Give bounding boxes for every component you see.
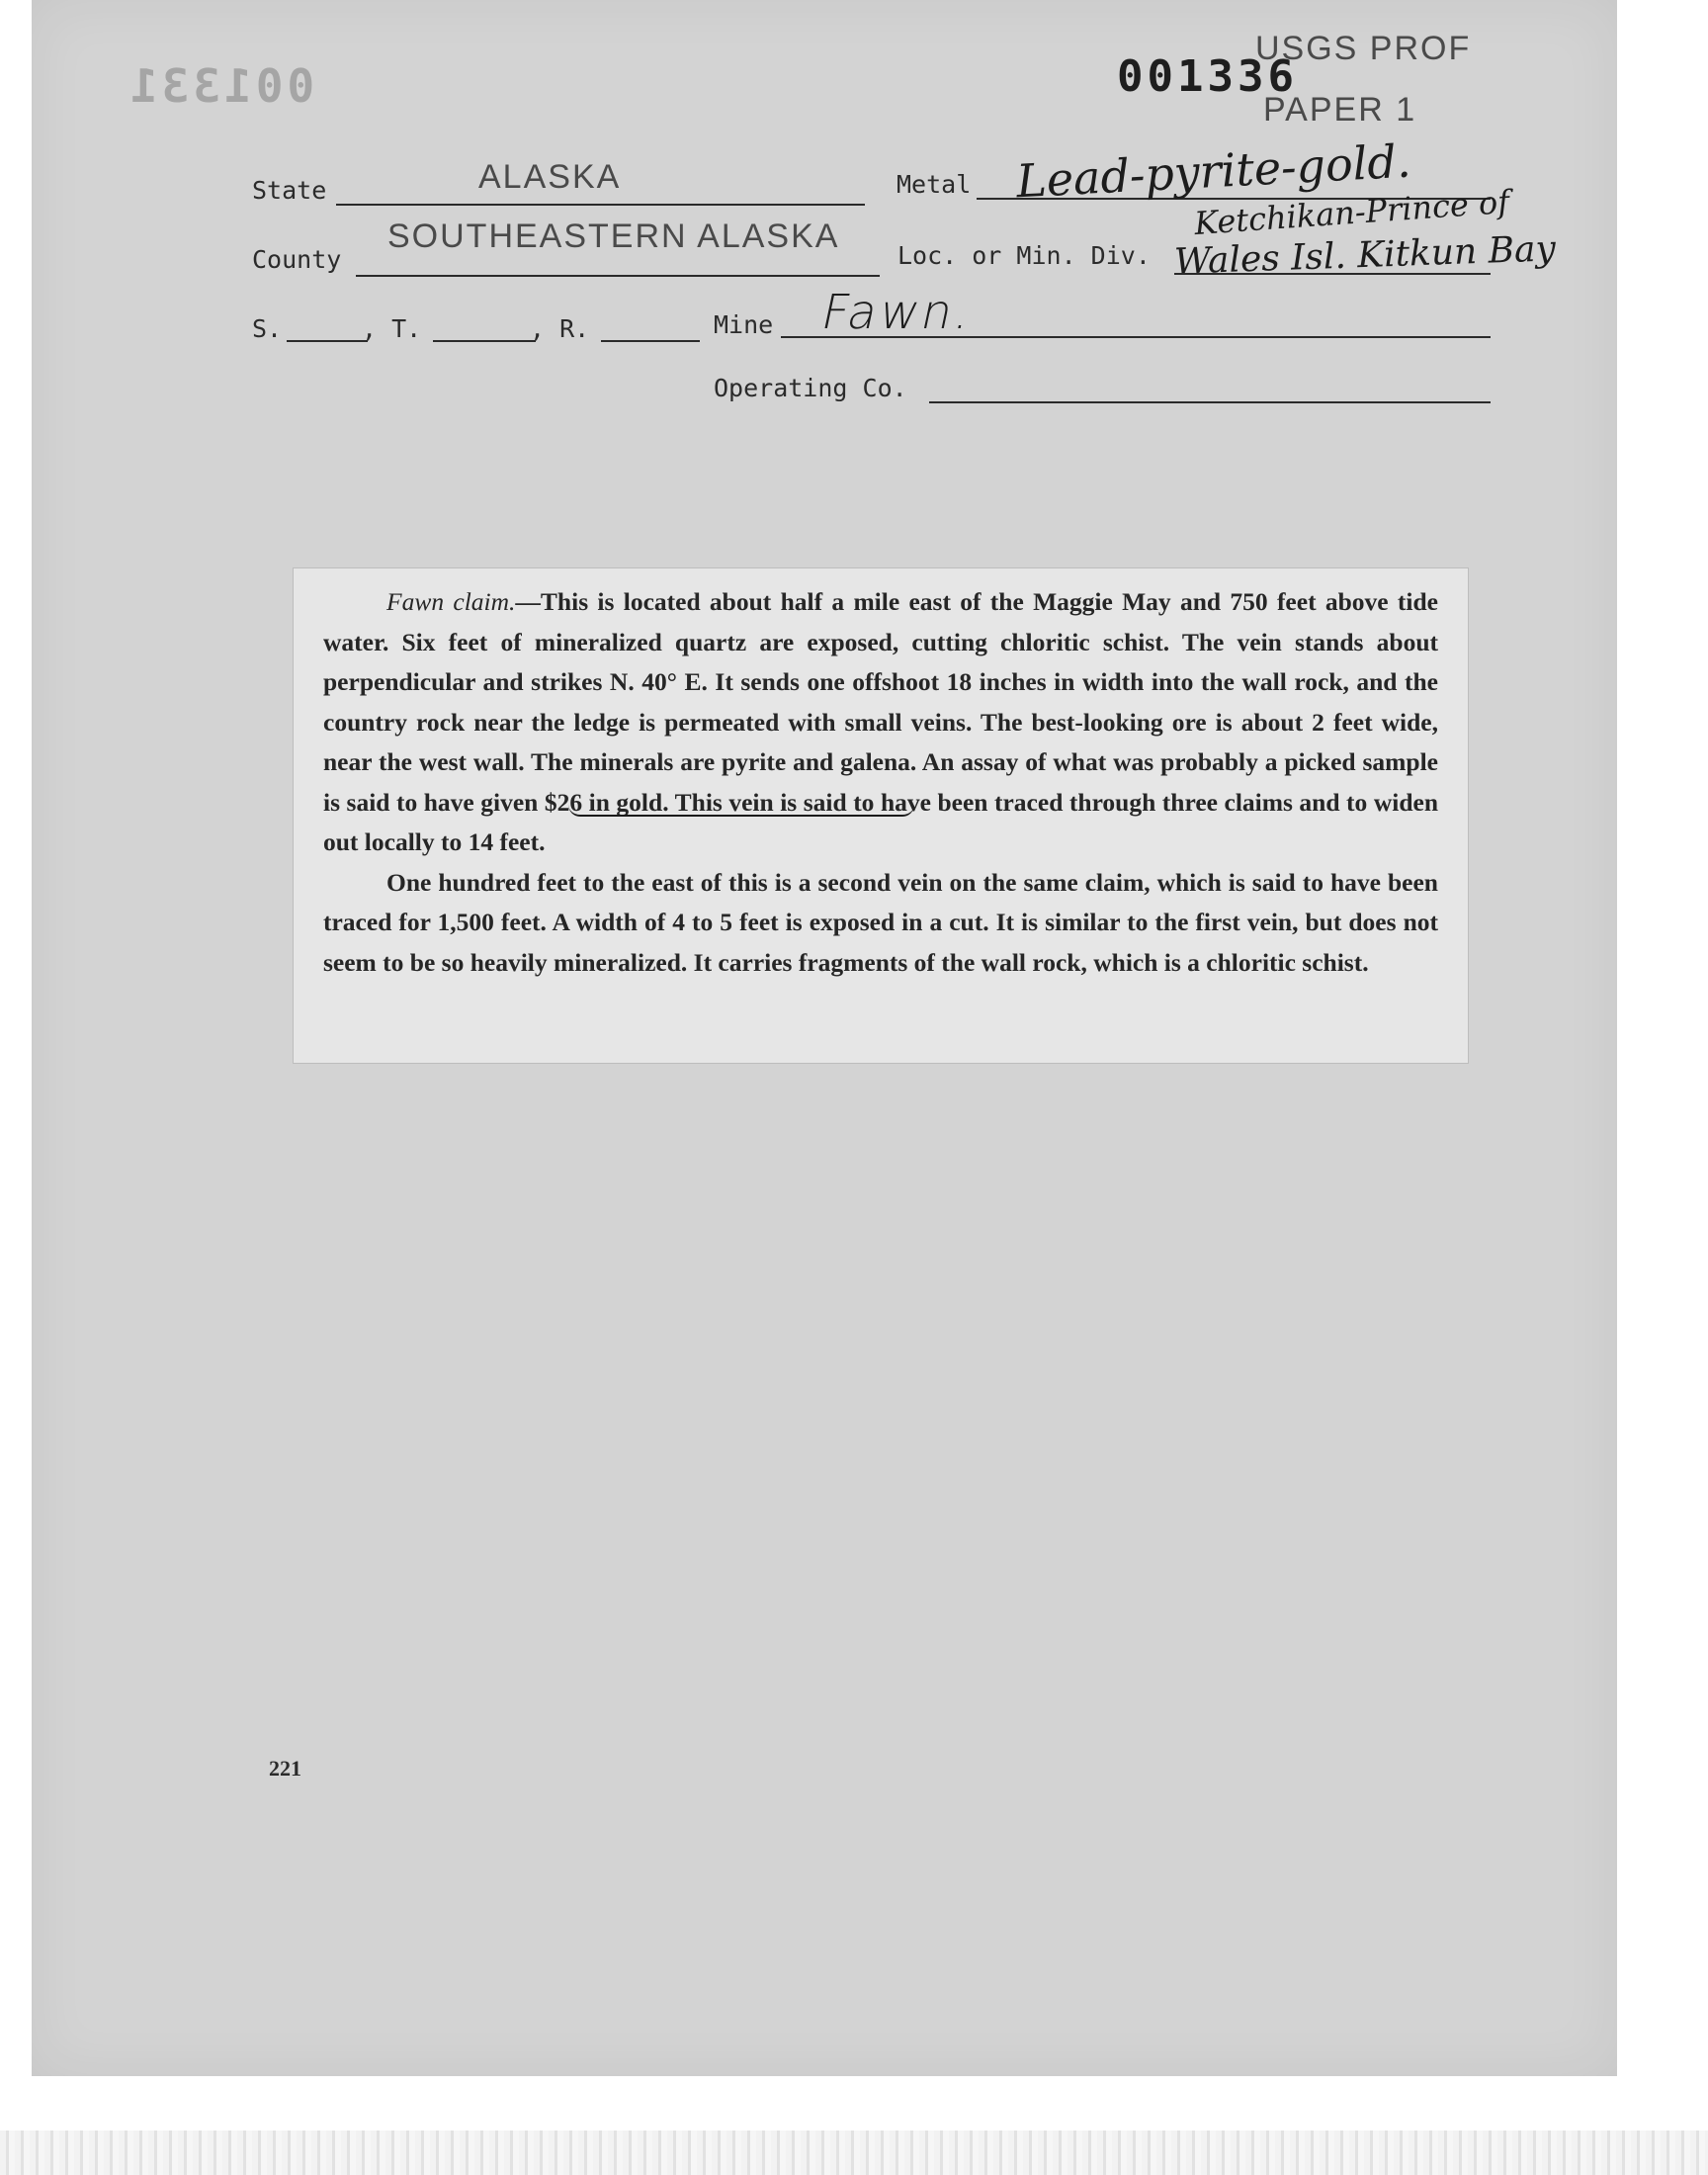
t-line xyxy=(433,340,536,342)
clipping-paragraph-2: One hundred feet to the east of this is a second vein on the same claim, which is said to have been traced for 1,500 feet. A width of 4 to 5 feet is exposed in a cut. It is similar to the first vein, but does not seem to be so heavily mineralized. It carries fragments of the wall rock, which is a chloritic schist. xyxy=(323,867,1438,977)
clipping-paragraph-1-text: —This is located about half a mile east of the Maggie May and 750 feet above tide water. Six feet of mineralized quartz are exposed, cutting chloritic schist. The vein stands about perpendicular and strikes N. 40° E. It sends one offshoot 18 inches in width into the wall rock, and the country rock near the ledge is permeated with small veins. The best-looking ore is about 2 feet wide, near the west wall. The minerals are pyrite and galena. An assay of what was probably a picked sample is said to have given $26 in gold. This vein is said to have been traced through three claims and to widen out locally to 14 feet. xyxy=(323,587,1438,856)
mine-label: Mine xyxy=(714,310,774,339)
operating-co-line xyxy=(929,401,1491,403)
loc-line xyxy=(1174,273,1491,275)
metal-value: Lead-pyrite-gold. xyxy=(1014,133,1412,209)
loc-label: Loc. or Min. Div. xyxy=(897,241,1151,270)
s-label: S. xyxy=(252,314,283,343)
scanner-edge xyxy=(0,2131,1708,2175)
series-stamp-line2: PAPER 1 xyxy=(1263,91,1417,129)
state-label: State xyxy=(252,176,327,205)
faded-mirrored-number: 001331 xyxy=(127,59,315,113)
clipping-paragraph-1 xyxy=(323,582,1438,863)
mine-value: Fawn. xyxy=(816,285,980,340)
county-line xyxy=(356,275,880,277)
loc-value-line2: Wales Isl. Kitkun Bay xyxy=(1173,228,1557,283)
county-label: County xyxy=(252,245,342,274)
t-label: , T. xyxy=(362,314,422,343)
loc-value-line1: Ketchikan-Prince of xyxy=(1193,182,1511,243)
metal-label: Metal xyxy=(897,170,972,199)
series-stamp-line1: USGS PROF xyxy=(1255,30,1472,67)
county-value: SOUTHEASTERN ALASKA xyxy=(387,218,840,255)
clipping-lead: Fawn claim. xyxy=(386,587,516,616)
operating-co-label: Operating Co. xyxy=(714,374,907,402)
s-line xyxy=(287,340,368,342)
r-line xyxy=(601,340,700,342)
r-label: , R. xyxy=(530,314,590,343)
pen-underline-mark xyxy=(568,805,914,817)
serial-number-stamp: 001336 xyxy=(1117,51,1298,102)
page-number: 221 xyxy=(269,1756,301,1781)
state-value: ALASKA xyxy=(478,158,622,196)
state-line xyxy=(336,204,865,206)
